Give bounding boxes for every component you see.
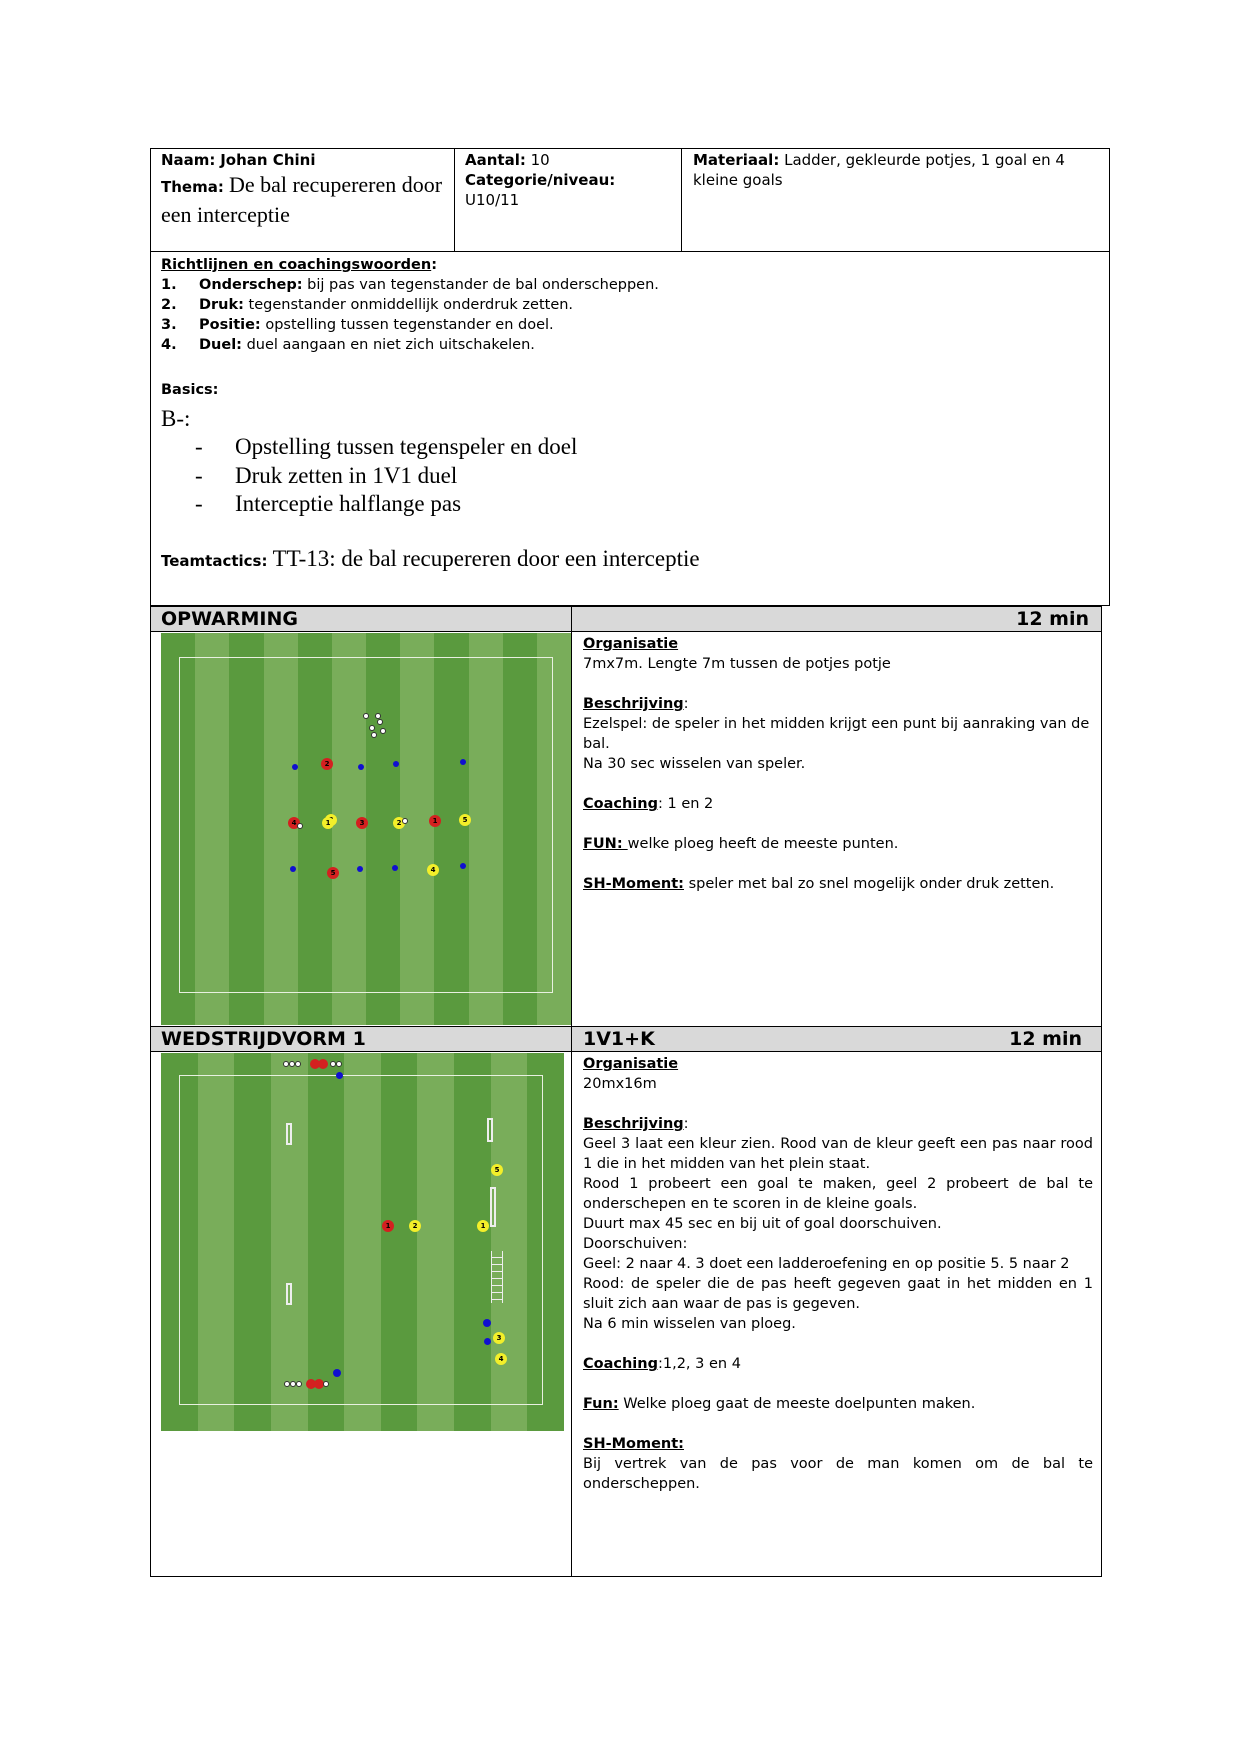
richtlijn-item <box>161 335 1091 355</box>
organisatie-text: 20mx16m <box>583 1076 657 1092</box>
teamtactics-value: TT-13: de bal recupereren door een interceptie <box>272 546 700 571</box>
cone-marker <box>392 865 398 871</box>
player-marker: 1 <box>429 815 441 827</box>
wedstrijdvorm-diagram <box>161 1053 564 1431</box>
player-marker: 5 <box>491 1164 503 1176</box>
fun-text: welke ploeg heeft de meeste punten. <box>627 836 899 852</box>
coaching-text: :1,2, 3 en 4 <box>657 1356 741 1372</box>
wedstrijdvorm-title: WEDSTRIJDVORM 1 <box>161 1028 366 1050</box>
small-goal-icon <box>286 1123 292 1145</box>
opwarming-text: Organisatie 7mx7m. Lengte 7m tussen de potjes potje Beschrijving: Ezelspel: de speler in het midden krijgt een punt bij aanraking van de bal. Na 30 sec wisselen van speler. Coaching: 1 en 2 FUN: welke ploeg heeft de meeste punten. SH-Moment: speler met bal zo snel mogelijk onder druk zetten. <box>583 634 1093 894</box>
item-text: duel aangaan en niet zich uitschakelen. <box>241 337 535 353</box>
organisatie-label: Organisatie <box>583 1056 679 1072</box>
player-marker: 5 <box>327 867 339 879</box>
basics-bullet <box>195 433 577 462</box>
item-term: Duel: <box>199 337 242 353</box>
player-marker: 3 <box>493 1332 505 1344</box>
item-text: bij pas van tegenstander de bal onderscheppen. <box>302 277 659 293</box>
beschrijving-line: Rood: de speler die de pas heeft gegeven gaat in het midden en 1 sluit zich aan waar de pas is gegeven. <box>583 1276 1093 1312</box>
naam-label: Naam: <box>161 151 216 169</box>
ball-icon <box>297 823 303 829</box>
ball-icon <box>323 1381 329 1387</box>
naam-value: Johan Chini <box>220 151 316 169</box>
cone-marker <box>292 764 298 770</box>
ball-icon <box>296 1381 302 1387</box>
richtlijn-item <box>161 295 1091 315</box>
small-goal-icon <box>490 1187 496 1227</box>
thema-label: Thema: <box>161 178 224 196</box>
ball-icon <box>369 725 375 731</box>
player-marker: 1 <box>477 1220 489 1232</box>
materiaal-cell <box>693 150 1103 190</box>
cone-marker <box>460 759 466 765</box>
item-num: 1. <box>161 277 177 293</box>
player-marker: 4 <box>427 864 439 876</box>
basics-bullet <box>195 462 577 491</box>
sh-moment-text: Bij vertrek van de pas voor de man komen om de bal te onderscheppen. <box>583 1456 1093 1492</box>
wedstrijdvorm-subtitle: 1V1+K <box>583 1028 655 1050</box>
coaching-text: : 1 en 2 <box>657 796 714 812</box>
beschrijving-line: Na 6 min wisselen van ploeg. <box>583 1316 796 1332</box>
sh-moment-label: SH-Moment: <box>583 876 684 892</box>
beschrijving-line: Geel: 2 naar 4. 3 doet een ladderoefening en op positie 5. 5 naar 2 <box>583 1256 1070 1272</box>
cone-marker <box>483 1319 491 1327</box>
thema-cell <box>161 170 451 230</box>
ball-icon <box>336 1061 342 1067</box>
fun-text: Welke ploeg gaat de meeste doelpunten maken. <box>618 1396 976 1412</box>
cone-marker <box>393 761 399 767</box>
coaching-label: Coaching <box>583 1356 658 1372</box>
beschrijving-line: Na 30 sec wisselen van speler. <box>583 756 806 772</box>
player-marker: 4 <box>288 817 300 829</box>
player-marker: 2 <box>321 758 333 770</box>
ball-icon <box>377 719 383 725</box>
cone-marker <box>358 764 364 770</box>
dash: - <box>195 491 203 516</box>
beschrijving-line: Ezelspel: de speler in het midden krijgt een punt bij aanraking van de bal. <box>583 716 1090 752</box>
materiaal-value: Ladder, gekleurde potjes, 1 goal en 4 kleine goals <box>693 151 1065 189</box>
wedstrijdvorm-header-rule <box>151 1051 1101 1052</box>
opwarming-diagram <box>161 633 571 1025</box>
richtlijn-item <box>161 275 1091 295</box>
basics-list <box>195 433 577 519</box>
player-marker: 5 <box>459 814 471 826</box>
player-marker: 4 <box>495 1353 507 1365</box>
item-term: Onderschep: <box>199 277 303 293</box>
item-num: 4. <box>161 337 177 353</box>
header-divider-1 <box>454 148 455 252</box>
ball-icon <box>295 1061 301 1067</box>
opwarming-title: OPWARMING <box>161 608 298 630</box>
player-marker: 1 <box>322 817 334 829</box>
sh-moment-label: SH-Moment: <box>583 1436 684 1452</box>
categorie-label: Categorie/niveau: <box>465 171 616 189</box>
wedstrijdvorm-col-divider <box>571 1026 572 1577</box>
player-marker: 2 <box>409 1220 421 1232</box>
dash: - <box>195 462 203 488</box>
organisatie-label: Organisatie <box>583 636 679 652</box>
beschrijving-line: Doorschuiven: <box>583 1236 688 1252</box>
opwarming-header-rule <box>151 631 1101 632</box>
richtlijnen-colon: : <box>431 257 438 273</box>
richtlijnen-title: Richtlijnen en coachingswoorden <box>161 257 432 273</box>
ball-icon <box>371 732 377 738</box>
ball-icon <box>380 728 386 734</box>
small-goal-icon <box>286 1283 292 1305</box>
cone-marker <box>336 1072 343 1079</box>
wedstrijdvorm-text: Organisatie 20mx16m Beschrijving: Geel 3 laat een kleur zien. Rood van de kleur geeft een pas naar rood 1 die in het midden van het plein staat. Rood 1 probeert een goal te maken, geel 2 probeert de bal te onderschepen en te scoren in de kleine goals. Duurt max 45 sec en bij uit of goal doorschuiven. Doorschuiven: Geel: 2 naar 4. 3 doet een ladderoefening en op positie 5. 5 naar 2 Rood: de speler die de pas heeft gegeven gaat in het midden en 1 sluit zich aan waar de pas is gegeven. Na 6 min wisselen van ploeg. Coaching:1,2, 3 en 4 Fun: Welke ploeg gaat de meeste doelpunten maken. SH-Moment: Bij vertrek van de pas voor de man komen om de bal te onderscheppen. <box>583 1056 1093 1492</box>
header-divider-2 <box>681 148 682 252</box>
coaching-label: Coaching <box>583 796 658 812</box>
basics-bullet <box>195 490 577 519</box>
cone-marker <box>484 1338 491 1345</box>
thema-value: De bal recupereren door een interceptie <box>161 172 443 227</box>
beschrijving-line: Rood 1 probeert een goal te maken, geel 2 probeert de bal te onderschepen en te scoren in de kleine goals. <box>583 1176 1093 1212</box>
item-term: Druk: <box>199 297 244 313</box>
cone-marker <box>290 866 296 872</box>
bullet-text: Druk zetten in 1V1 duel <box>235 462 458 488</box>
beschrijving-label: Beschrijving <box>583 1116 684 1132</box>
item-num: 2. <box>161 297 177 313</box>
item-text: tegenstander onmiddellijk onderdruk zetten. <box>243 297 574 313</box>
aantal-cell <box>465 150 675 210</box>
item-term: Positie: <box>199 317 261 333</box>
organisatie-text: 7mx7m. Lengte 7m tussen de potjes potje <box>583 656 891 672</box>
bullet-text: Opstelling tussen tegenspeler en doel <box>235 434 578 459</box>
player-marker <box>318 1059 328 1069</box>
wedstrijdvorm-time: 12 min <box>1009 1028 1082 1050</box>
item-num: 3. <box>161 317 177 333</box>
cone-marker <box>460 863 466 869</box>
fun-label: FUN: <box>583 836 628 852</box>
sh-moment-text: speler met bal zo snel mogelijk onder druk zetten. <box>683 876 1055 892</box>
categorie-value: U10/11 <box>465 191 520 209</box>
bullet-text: Interceptie halflange pas <box>235 491 462 516</box>
beschrijving-line: Duurt max 45 sec en bij uit of goal doorschuiven. <box>583 1216 942 1232</box>
small-goal-icon <box>487 1118 493 1142</box>
ball-icon <box>363 713 369 719</box>
basics-label: Basics: <box>161 382 219 398</box>
naam-cell <box>161 150 451 170</box>
player-marker: 1 <box>382 1220 394 1232</box>
teamtactics-line <box>161 546 700 572</box>
richtlijn-item <box>161 315 1091 335</box>
player-marker: 2 <box>393 817 405 829</box>
ball-icon <box>402 818 408 824</box>
beschrijving-label: Beschrijving <box>583 696 684 712</box>
fun-label: Fun: <box>583 1396 619 1412</box>
aantal-value: 10 <box>530 151 550 169</box>
opwarming-time: 12 min <box>1016 608 1089 630</box>
dash: - <box>195 434 203 459</box>
aantal-label: Aantal: <box>465 151 526 169</box>
beschrijving-line: Geel 3 laat een kleur zien. Rood van de kleur geeft een pas naar rood 1 die in het midden van het plein staat. <box>583 1136 1093 1172</box>
basics-heading: B-: <box>161 406 191 431</box>
materiaal-label: Materiaal: <box>693 151 780 169</box>
ladder-icon <box>491 1251 503 1303</box>
teamtactics-label: Teamtactics: <box>161 552 268 570</box>
richtlijnen-section <box>161 255 1091 355</box>
cone-marker <box>357 866 363 872</box>
item-text: opstelling tussen tegenstander en doel. <box>260 317 554 333</box>
player-marker: 3 <box>356 817 368 829</box>
cone-marker <box>333 1369 341 1377</box>
